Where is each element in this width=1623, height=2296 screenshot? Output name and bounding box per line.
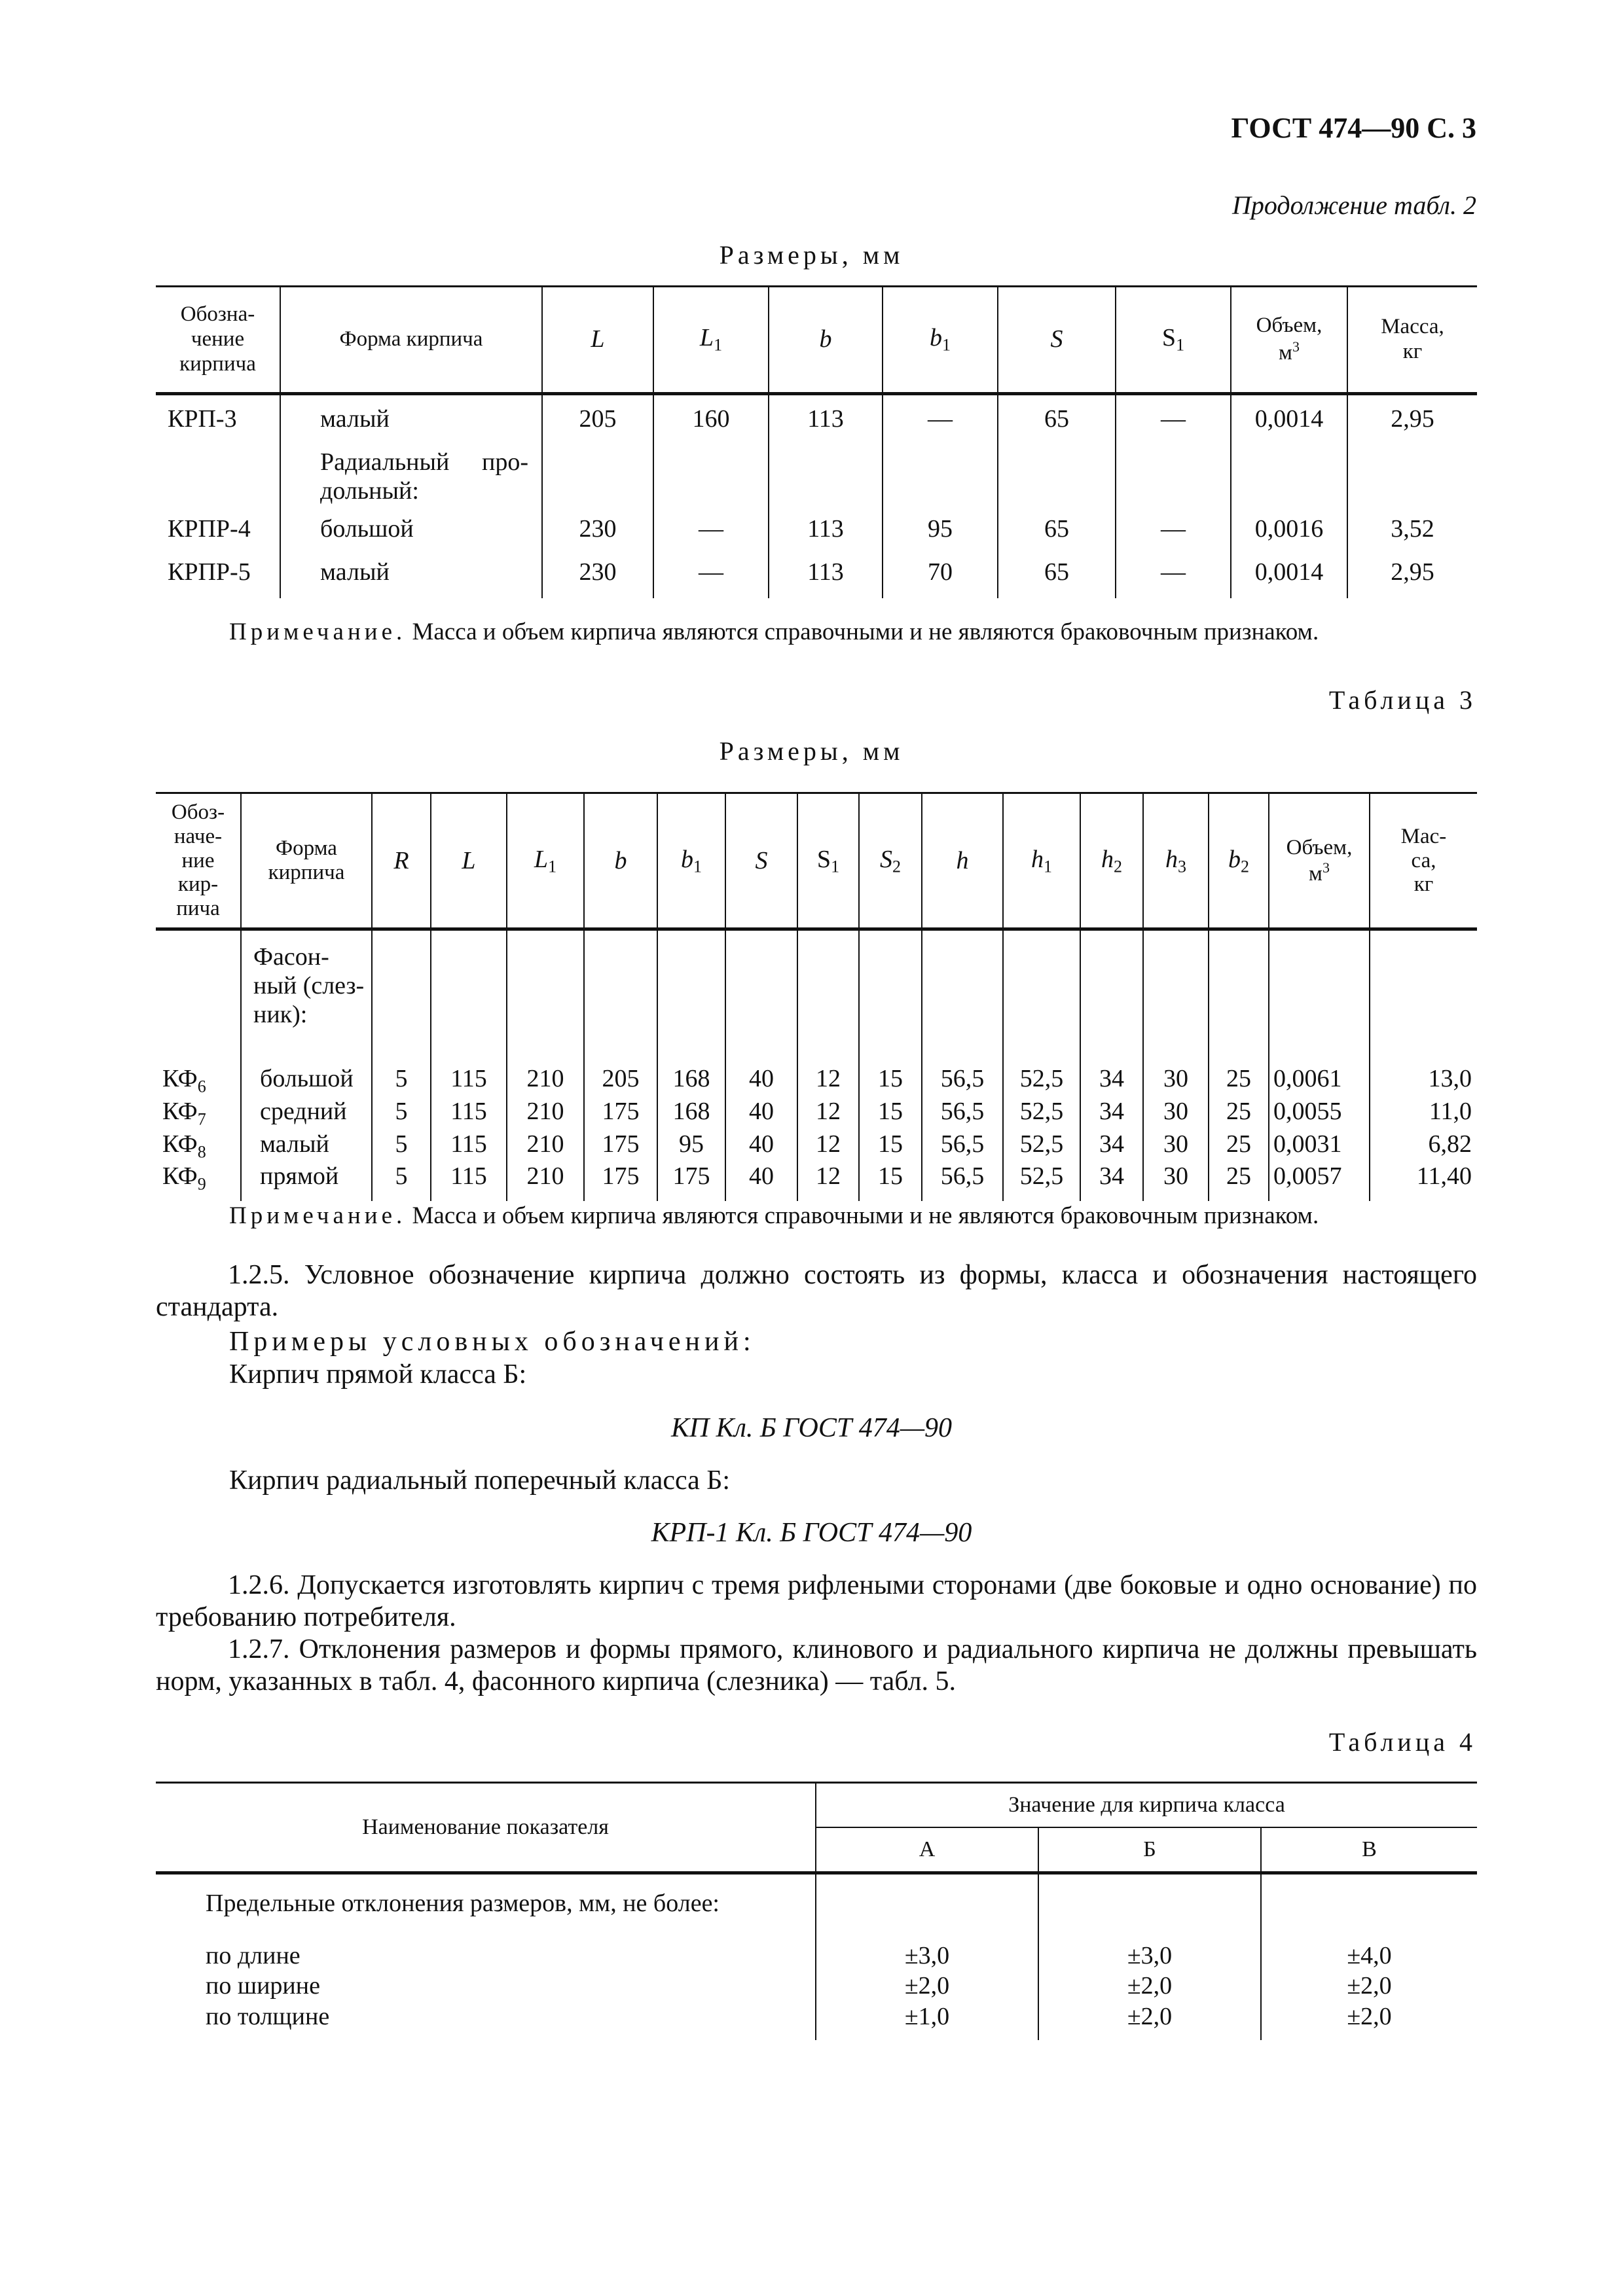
table2-sizes-caption: Размеры, мм xyxy=(719,240,904,270)
table-cell: 0,0014 xyxy=(1231,394,1347,439)
table-cell: 25 xyxy=(1209,1162,1269,1201)
table-cell: 25 xyxy=(1209,1097,1269,1130)
table-cell: 115 xyxy=(431,1130,507,1162)
paragraph-1-2-6: 1.2.6. Допускается изготовлять кирпич с тремя рифлеными сторонами (две боковые и одно основание) по требованию потребителя. xyxy=(156,1570,1477,1633)
table-cell xyxy=(542,439,653,505)
paragraph-1-2-5: 1.2.5. Условное обозначение кирпича должно состоять из формы, класса и обозначения настоящего стандарта. xyxy=(156,1260,1477,1323)
table-cell: 5 xyxy=(372,1130,431,1162)
table-cell: ±3,0 xyxy=(1038,1941,1261,1971)
table-cell: по длине xyxy=(206,1942,301,1969)
table-cell: 113 xyxy=(769,548,883,598)
table-cell: — xyxy=(883,394,998,439)
table-cell: по ширине xyxy=(206,1972,320,2000)
table-cell xyxy=(156,929,241,1065)
table-cell: 40 xyxy=(725,1097,797,1130)
table-cell: 12 xyxy=(797,1162,859,1201)
table-cell: малый xyxy=(241,1130,372,1162)
table-cell xyxy=(1261,1873,1477,1941)
table-cell: 95 xyxy=(657,1130,725,1162)
table-cell: 56,5 xyxy=(922,1064,1003,1097)
table-cell: 160 xyxy=(653,394,769,439)
table-4 xyxy=(156,1782,1477,2040)
table-cell xyxy=(1269,929,1370,1065)
table-cell: 65 xyxy=(998,548,1116,598)
table-2 xyxy=(156,285,1477,598)
table-cell: 5 xyxy=(372,1064,431,1097)
table-cell: 65 xyxy=(998,505,1116,548)
table-row xyxy=(156,1162,1477,1201)
table-cell: ±2,0 xyxy=(816,1971,1038,2001)
table-cell: 210 xyxy=(507,1162,584,1201)
table-cell: 168 xyxy=(657,1097,725,1130)
table3-header-row xyxy=(156,793,1477,929)
table-cell: 15 xyxy=(859,1064,922,1097)
table-cell: $КФ_6$ xyxy=(162,1065,206,1096)
paragraph-1-2-7: 1.2.7. Отклонения размеров и формы прямого, клинового и радиального кирпича не должны превышать норм, указанных в табл. 4, фасонного кирпича (слезника) — табл. 5. xyxy=(156,1634,1477,1697)
table-cell xyxy=(156,439,280,505)
t3-header-cell: $b_1$ xyxy=(657,793,725,929)
table-cell xyxy=(1370,929,1477,1065)
table-cell: 56,5 xyxy=(922,1097,1003,1130)
t2-h-volume: Объем, $м^3$ xyxy=(1231,287,1347,394)
table-cell xyxy=(998,439,1116,505)
table-continuation-caption: Продолжение табл. 2 xyxy=(1231,190,1476,220)
table-cell: 30 xyxy=(1143,1130,1209,1162)
table-cell: 230 xyxy=(542,505,653,548)
table-cell: 175 xyxy=(584,1162,657,1201)
table-cell: 65 xyxy=(998,394,1116,439)
table-cell xyxy=(1116,439,1231,505)
table-cell xyxy=(653,439,769,505)
t4-h-value: Значение для кирпича класса xyxy=(816,1783,1477,1828)
page-header: ГОСТ 474—90 С. 3 xyxy=(1231,112,1476,144)
table2-header-row xyxy=(156,287,1477,394)
table-cell: — xyxy=(653,548,769,598)
table-cell: 40 xyxy=(725,1162,797,1201)
table-cell: 0,0055 xyxy=(1269,1097,1370,1130)
table-row xyxy=(156,2001,1477,2040)
t3-header-cell: h xyxy=(922,793,1003,929)
t3-header-cell: $h_3$ xyxy=(1143,793,1209,929)
table-cell xyxy=(769,439,883,505)
table-cell xyxy=(816,1873,1038,1941)
table-cell xyxy=(797,929,859,1065)
table4-header-row xyxy=(156,1783,1477,1828)
table-row xyxy=(156,394,1477,439)
t2-h-S: S xyxy=(998,287,1116,394)
table-cell: 40 xyxy=(725,1064,797,1097)
table-cell: 52,5 xyxy=(1003,1130,1080,1162)
table-cell xyxy=(1003,929,1080,1065)
t2-h-L1: $L_1$ xyxy=(653,287,769,394)
table-cell xyxy=(922,929,1003,1065)
table-cell xyxy=(883,439,998,505)
table-cell: 56,5 xyxy=(922,1130,1003,1162)
table-cell xyxy=(584,929,657,1065)
table-cell xyxy=(725,929,797,1065)
table-cell xyxy=(859,929,922,1065)
table-cell: Фасон- ный (слез- ник): xyxy=(241,929,372,1065)
t3-header-cell: L xyxy=(431,793,507,929)
table-cell: 11,40 xyxy=(1370,1162,1477,1201)
table-cell xyxy=(1080,929,1143,1065)
table-cell: $КФ_9$ xyxy=(162,1162,206,1194)
table-cell: 115 xyxy=(431,1162,507,1201)
table-cell: 25 xyxy=(1209,1064,1269,1097)
table-row xyxy=(156,505,1477,548)
table-cell: 0,0031 xyxy=(1269,1130,1370,1162)
t2-h-b1: $b_1$ xyxy=(883,287,998,394)
t3-header-cell: $h_2$ xyxy=(1080,793,1143,929)
table-cell: 210 xyxy=(507,1064,584,1097)
table-cell: 175 xyxy=(657,1162,725,1201)
table-cell: 30 xyxy=(1143,1162,1209,1201)
table-cell: 12 xyxy=(797,1130,859,1162)
t3-header-cell: S xyxy=(725,793,797,929)
table-cell: малый xyxy=(280,548,542,598)
table2-note: Примечание. Масса и объем кирпича являются справочными и не являются браковочным признаком. xyxy=(229,619,1319,645)
table-3 xyxy=(156,792,1477,1201)
table-cell: 175 xyxy=(584,1097,657,1130)
table-cell: 34 xyxy=(1080,1097,1143,1130)
table-cell: 205 xyxy=(584,1064,657,1097)
table-cell: 210 xyxy=(507,1097,584,1130)
table-cell: 11,0 xyxy=(1370,1097,1477,1130)
table-group-row xyxy=(156,929,1477,1065)
table-cell: 5 xyxy=(372,1097,431,1130)
table-cell: 113 xyxy=(769,394,883,439)
table4-caption: Таблица 4 xyxy=(1328,1727,1476,1757)
t4-h-class-b: Б xyxy=(1038,1827,1261,1873)
table-cell: 2,95 xyxy=(1347,548,1477,598)
table-cell: ±4,0 xyxy=(1261,1941,1477,1971)
table-cell: ±2,0 xyxy=(1038,2001,1261,2040)
table-cell: 70 xyxy=(883,548,998,598)
table-cell: 30 xyxy=(1143,1097,1209,1130)
t3-header-cell: $b_2$ xyxy=(1209,793,1269,929)
table-cell: 34 xyxy=(1080,1162,1143,1201)
t2-h-b: b xyxy=(769,287,883,394)
t4-h-class-v: В xyxy=(1261,1827,1477,1873)
table-cell: по толщине xyxy=(206,2002,330,2030)
table-cell: Предельные отклонения размеров, мм, не более: xyxy=(206,1890,720,1917)
example-1-code: КП Кл. Б ГОСТ 474—90 xyxy=(670,1413,953,1443)
table-row xyxy=(156,1130,1477,1162)
table-cell: 230 xyxy=(542,548,653,598)
table3-caption: Таблица 3 xyxy=(1328,685,1476,715)
table-cell: 40 xyxy=(725,1130,797,1162)
table-cell: 115 xyxy=(431,1097,507,1130)
table-cell: $КФ_7$ xyxy=(162,1097,206,1129)
table-cell xyxy=(372,929,431,1065)
table-cell: 56,5 xyxy=(922,1162,1003,1201)
t2-h-form: Форма кирпича xyxy=(280,287,542,394)
table-cell: — xyxy=(1116,505,1231,548)
table-cell: малый xyxy=(280,394,542,439)
table-cell: 12 xyxy=(797,1097,859,1130)
table-row xyxy=(156,1941,1477,1971)
table-cell: Радиальный про- дольный: xyxy=(280,439,542,505)
table-cell: ±3,0 xyxy=(816,1941,1038,1971)
table-cell: 25 xyxy=(1209,1130,1269,1162)
table-cell: КРПР-5 xyxy=(168,558,251,586)
table-cell: 205 xyxy=(542,394,653,439)
table-cell: большой xyxy=(241,1064,372,1097)
t4-h-name: Наименование показателя xyxy=(156,1783,816,1873)
example-2-code: КРП-1 Кл. Б ГОСТ 474—90 xyxy=(651,1518,972,1548)
table-cell: 6,82 xyxy=(1370,1130,1477,1162)
table-cell: 30 xyxy=(1143,1064,1209,1097)
table-cell: 2,95 xyxy=(1347,394,1477,439)
t4-h-class-a: А xyxy=(816,1827,1038,1873)
t3-header-cell: Объем, $м^3$ xyxy=(1269,793,1370,929)
table-cell: 5 xyxy=(372,1162,431,1201)
t3-header-cell: Обоз- наче- ние кир- пича xyxy=(156,793,241,929)
table-cell xyxy=(431,929,507,1065)
table-cell: 13,0 xyxy=(1370,1064,1477,1097)
table-cell: 3,52 xyxy=(1347,505,1477,548)
table-cell: средний xyxy=(241,1097,372,1130)
t2-h-designation: Обозна- чение кирпича xyxy=(156,287,280,394)
table-cell: 15 xyxy=(859,1130,922,1162)
table-cell xyxy=(1143,929,1209,1065)
table-cell: — xyxy=(1116,394,1231,439)
table-cell: 210 xyxy=(507,1130,584,1162)
table-cell: 115 xyxy=(431,1064,507,1097)
table-cell: 34 xyxy=(1080,1130,1143,1162)
table-cell: 0,0061 xyxy=(1269,1064,1370,1097)
table-cell: $КФ_8$ xyxy=(162,1130,206,1162)
table-cell: 0,0016 xyxy=(1231,505,1347,548)
table-cell: 12 xyxy=(797,1064,859,1097)
table-cell: 113 xyxy=(769,505,883,548)
table-cell: большой xyxy=(280,505,542,548)
t3-header-cell: b xyxy=(584,793,657,929)
t2-h-S1: $S_1$ xyxy=(1116,287,1231,394)
table-cell: 15 xyxy=(859,1162,922,1201)
table-cell: 0,0057 xyxy=(1269,1162,1370,1201)
table-cell: — xyxy=(653,505,769,548)
t3-header-cell: Мас- са, кг xyxy=(1370,793,1477,929)
example-2-label: Кирпич радиальный поперечный класса Б: xyxy=(229,1465,731,1496)
table-cell xyxy=(657,929,725,1065)
table-row xyxy=(156,1097,1477,1130)
table-cell xyxy=(1038,1873,1261,1941)
t3-header-cell: Форма кирпича xyxy=(241,793,372,929)
t3-header-cell: $S_2$ xyxy=(859,793,922,929)
t3-header-cell: R xyxy=(372,793,431,929)
table-cell xyxy=(1231,439,1347,505)
table-cell: 168 xyxy=(657,1064,725,1097)
examples-title: Примеры условных обозначений: xyxy=(229,1327,756,1357)
table-cell: ±2,0 xyxy=(1038,1971,1261,2001)
table-cell: 95 xyxy=(883,505,998,548)
table-cell: 0,0014 xyxy=(1231,548,1347,598)
table-cell: КРП-3 xyxy=(168,405,237,433)
table-row xyxy=(156,1064,1477,1097)
table-row xyxy=(156,439,1477,505)
table-row xyxy=(156,1971,1477,2001)
table-cell: 52,5 xyxy=(1003,1162,1080,1201)
example-1-label: Кирпич прямой класса Б: xyxy=(229,1359,527,1390)
t3-header-cell: $S_1$ xyxy=(797,793,859,929)
table3-note: Примечание. Масса и объем кирпича являются справочными и не являются браковочным признаком. xyxy=(229,1202,1319,1229)
table-cell: ±1,0 xyxy=(816,2001,1038,2040)
table-cell: 34 xyxy=(1080,1064,1143,1097)
table-cell xyxy=(1209,929,1269,1065)
table-cell: 52,5 xyxy=(1003,1097,1080,1130)
t3-header-cell: $L_1$ xyxy=(507,793,584,929)
table-cell: ±2,0 xyxy=(1261,1971,1477,2001)
table-cell: — xyxy=(1116,548,1231,598)
t2-h-L: L xyxy=(542,287,653,394)
table-cell: 175 xyxy=(584,1130,657,1162)
table-cell xyxy=(507,929,584,1065)
table-cell: прямой xyxy=(241,1162,372,1201)
table-cell: КРПР-4 xyxy=(168,515,251,543)
table-cell: 15 xyxy=(859,1097,922,1130)
table-cell xyxy=(1347,439,1477,505)
t2-h-mass: Масса, кг xyxy=(1347,287,1477,394)
table-cell: ±2,0 xyxy=(1261,2001,1477,2040)
table-row xyxy=(156,548,1477,598)
table-group-row xyxy=(156,1873,1477,1941)
table-cell: 52,5 xyxy=(1003,1064,1080,1097)
table3-sizes-caption: Размеры, мм xyxy=(719,736,904,766)
t3-header-cell: $h_1$ xyxy=(1003,793,1080,929)
